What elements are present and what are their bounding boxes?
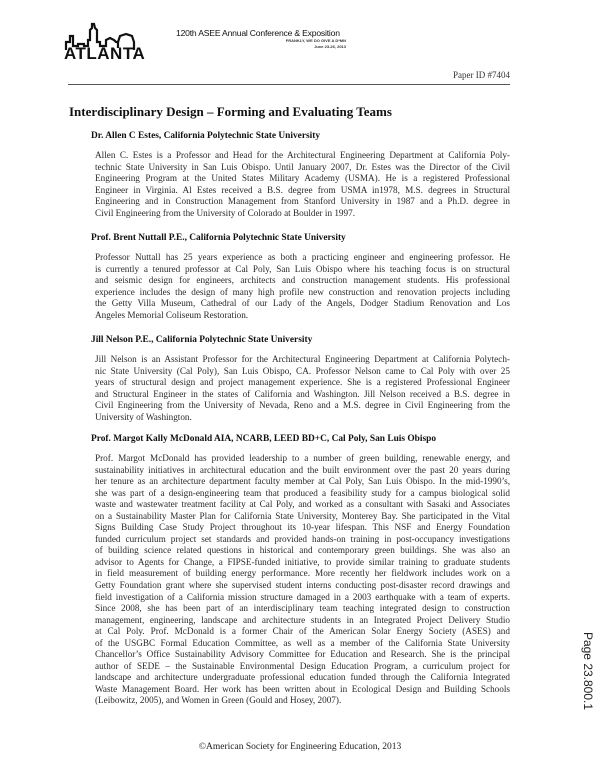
bio-line: in field measurement of building energy performance. More recently her fieldwork includes work on a bbox=[95, 568, 510, 579]
bio-line: of building science related questions in historical and contemporary green buildings. She was also an bbox=[95, 545, 510, 556]
bio-line: Chancellor’s Office Sustainability Advisory Committee for Education and Research. She is the principal bbox=[95, 649, 510, 660]
bio-line: advisor to Agents for Change, a FIPSE-funded initiative, to provide similar training to graduate students bbox=[95, 556, 510, 567]
author-heading: Dr. Allen C Estes, California Polytechnic State University bbox=[91, 131, 321, 141]
page-number-label: Page 23.800.1 bbox=[581, 631, 595, 711]
author-heading: Prof. Brent Nuttall P.E., California Polytechnic State University bbox=[91, 233, 346, 243]
bio-line: Waste Management Board. Her work has been written about in Ecological Design and Building Schools bbox=[95, 683, 510, 694]
author-bio bbox=[95, 453, 510, 707]
bio-line: Civil Engineering from the University of Nevada, Reno and a M.S. degree in Civil Engineering from the bbox=[95, 400, 510, 411]
bio-line: Angeles Memorial Coliseum Restoration. bbox=[95, 309, 249, 320]
conference-dates: June 23-26, 2013 bbox=[314, 44, 346, 49]
bio-line: Jill Nelson is an Assistant Professor for the Architectural Engineering Department at California Polytech- bbox=[95, 354, 510, 364]
bio-line: Engineering Program at the United States Military Academy (USMA). He is a registered Professional bbox=[95, 173, 510, 184]
bio-line: Signs Building Case Study Project throughout its 10-year lifespan. This NSF and Energy Foundation bbox=[95, 522, 510, 533]
bio-line: Prof. Margot McDonald has provided leadership to a number of green building, renewable energy, and bbox=[95, 453, 510, 463]
bio-line: Engineering and in Construction Management from Stanford University in 1987 and a Ph.D. degree in bbox=[95, 196, 510, 207]
paper-title: Interdisciplinary Design – Forming and Evaluating Teams bbox=[69, 104, 392, 119]
bio-line: Getty Foundation grant where she supervised student interns conducting post-disaster record drawings and bbox=[95, 580, 510, 591]
bio-line: University of Washington. bbox=[95, 411, 192, 422]
bio-line: funded curriculum project set standards and provided hands-on training in post-occupancy investigations bbox=[95, 533, 510, 544]
bio-line: Professor Nuttall has 25 years experience as both a practicing engineer and engineering professor. He bbox=[95, 252, 510, 262]
bio-line: Civil Engineering from the University of Colorado at Boulder in 1997. bbox=[95, 207, 356, 218]
bio-line: nic State University (Cal Poly), San Luis Obispo, CA. Professor Nelson came to Cal Poly with over 25 bbox=[95, 365, 510, 376]
bio-line: years of structural design and project management experience. She is a registered Professional Engineer bbox=[95, 377, 510, 388]
bio-line: waste and wastewater treatment facility at Cal Poly, and worked as a consultant with Sasaki and Associates bbox=[95, 499, 510, 510]
bio-line: her tenure as an architecture department faculty member at Cal Poly, San Luis Obispo. In the mid-1990’s, bbox=[95, 476, 510, 487]
author-heading: Jill Nelson P.E., California Polytechnic State University bbox=[91, 335, 313, 345]
bio-line: and Structural Engineer in the states of California and Washington. Jill Nelson received a B.S. degree in bbox=[95, 388, 510, 399]
logo-text: ATLANTA bbox=[64, 44, 146, 63]
author-bio bbox=[95, 150, 510, 219]
conference-tagline: FRANKLY, WE DO GIVE A D*MN bbox=[285, 38, 346, 43]
bio-line: field investigation of a California mission structure damaged in a 2003 earthquake with a team of experts. bbox=[95, 591, 510, 602]
author-heading: Prof. Margot Kally McDonald AIA, NCARB, LEED BD+C, Cal Poly, San Luis Obispo bbox=[91, 434, 437, 444]
bio-line: sustainability initiatives in architectural education and the built environment over the past 20 years during bbox=[95, 464, 510, 475]
bio-line: (Leibowitz, 2005), and Women in Green (Gould and Hosey, 2007). bbox=[95, 695, 342, 706]
author-bio bbox=[95, 354, 510, 423]
bio-line: on a Sustainability Master Plan for California State University, Monterey Bay. She participated in the Vital bbox=[95, 510, 510, 521]
bio-line: Allen C. Estes is a Professor and Head for the Architectural Engineering Department at California Poly- bbox=[95, 150, 510, 160]
conference-info bbox=[176, 28, 346, 50]
bio-line: she was part of a design-engineering team that produced a feasibility study for a campus biological solid bbox=[95, 487, 510, 498]
bio-line: Engineer in Virginia. Al Estes received a B.S. degree from USMA in1978, M.S. degrees in Structural bbox=[95, 184, 510, 195]
paper-id: Paper ID #7404 bbox=[453, 70, 510, 80]
bio-line: of the USGBC Formal Education Committee, as well as a member of the California State University bbox=[95, 637, 510, 648]
bio-line: Since 2008, she has been part of an interdisciplinary team teaching integrated design to construction bbox=[95, 603, 510, 614]
header-divider bbox=[68, 84, 510, 85]
copyright-footer: ©American Society for Engineering Education, 2013 bbox=[198, 742, 402, 752]
bio-line: landscape and architecture undergraduate professional education funded through the California Integrated bbox=[95, 672, 510, 683]
author-bio bbox=[95, 252, 510, 321]
bio-line: management, engineering, landscape and architecture students in an Integrated Project Delivery Studio bbox=[95, 614, 510, 625]
bio-line: the Getty Villa Museum, Cathedral of our Lady of the Angels, Dodger Stadium Renovation and Los bbox=[95, 298, 510, 309]
bio-line: author of SEDE – the Sustainable Environmental Design Education Program, a curriculum project for bbox=[95, 660, 510, 671]
bio-line: and seismic design for engineers, architects and construction management students. His professional bbox=[95, 275, 510, 286]
bio-line: is currently a tenured professor at Cal Poly, San Luis Obispo where his teaching focus is on structural bbox=[95, 263, 510, 274]
bio-line: experience includes the design of many high profile new construction and renovation projects including bbox=[95, 286, 510, 297]
bio-line: technic State University in San Luis Obispo. Until January 2007, Dr. Estes was the Director of the Civil bbox=[95, 161, 510, 172]
bio-line: at Cal Poly. Prof. McDonald is a former Chair of the American Solar Energy Society (ASES) and bbox=[95, 626, 510, 637]
conference-title: 120th ASEE Annual Conference & Exposition bbox=[176, 28, 340, 38]
